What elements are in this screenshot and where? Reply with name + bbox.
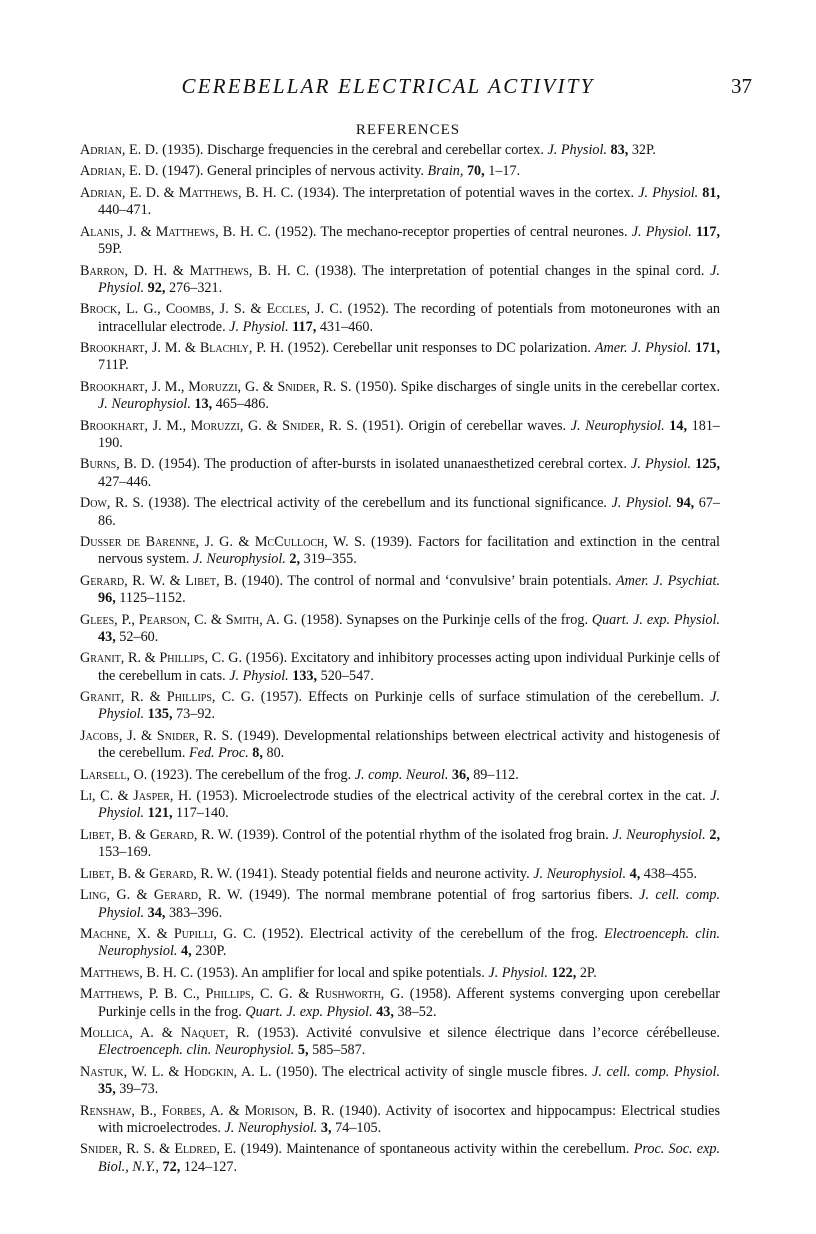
reference-year: (1957). [260,689,303,706]
reference-authors: Li, C. & Jasper, H. [80,788,192,805]
reference-pages: 59P. [98,241,123,258]
reference-entry [80,926,720,961]
reference-title: Discharge frequencies in the cerebral and cerebellar cortex. [207,142,544,158]
reference-year: (1954). [158,456,201,473]
reference-pages: 427–446. [98,473,152,490]
reference-journal: Quart. J. exp. Physiol. [591,611,720,628]
reference-pages: 32P. [631,142,656,158]
reference-title: An amplifier for local and spike potentials. [240,964,485,981]
reference-year: (1958). [409,986,452,1003]
reference-volume: 34, [147,904,166,921]
reference-authors: Machne, X. & Pupilli, G. C. [80,926,256,942]
reference-journal: J. Neurophysiol. [224,1119,318,1136]
reference-authors: Granit, R. & Phillips, C. G. [80,650,243,667]
reference-pages: 383–396. [168,904,223,921]
reference-journal: Electroenceph. clin. Neurophysiol. [98,1042,295,1059]
reference-year: (1939). [237,826,279,843]
reference-pages: 230P. [195,943,227,960]
reference-volume: 13, [194,396,213,413]
reference-pages: 431–460. [319,318,374,335]
reference-journal: J. Neurophysiol. [612,826,706,843]
reference-authors: Dow, R. S. [80,495,144,512]
reference-year: (1949). [237,727,280,744]
reference-year: (1956). [245,650,288,667]
reference-title: The interpretation of potential waves in the cortex. [342,184,635,201]
reference-authors: Brock, L. G., Coombs, J. S. & Eccles, J. C. [80,301,343,318]
reference-authors: Brookhart, J. M., Moruzzi, G. & Snider, R. S. [80,417,358,434]
reference-pages: 520–547. [320,667,374,684]
reference-title: Steady potential fields and neurone activity. [280,865,530,882]
reference-journal: J. Neurophysiol. [98,396,191,413]
reference-year: (1940). [241,572,284,589]
reference-year: (1940). [339,1102,381,1119]
reference-journal: Amer. J. Psychiat. [616,572,721,589]
reference-entry [80,1103,720,1138]
reference-title: The control of normal and ‘convulsive’ brain potentials. [287,572,612,589]
reference-year: (1923). [150,766,193,783]
reference-pages: 276–321. [168,279,223,296]
reference-authors: Libet, B. & Gerard, R. W. [80,865,233,882]
reference-year: (1951). [362,417,404,434]
reference-title: Developmental relationships between electrical activity and histogenesis of the cerebellum. [98,727,721,762]
reference-volume: 35, [98,1081,116,1098]
reference-journal: J. Physiol. [229,667,289,684]
reference-entry [80,142,720,159]
reference-volume: 83, [610,142,629,158]
reference-title: The mechano-receptor properties of central neurones. [320,223,628,240]
reference-title: The interpretation of potential changes in the spinal cord. [361,262,705,279]
reference-title: Synapses on the Purkinje cells of the frog. [346,611,588,628]
reference-volume: 2, [289,551,301,568]
reference-authors: Larsell, O. [80,766,148,783]
reference-pages: 711P. [98,357,129,374]
reference-journal: Amer. J. Physiol. [594,340,692,357]
reference-entry [80,340,720,375]
reference-journal: Fed. Proc. [189,745,249,762]
reference-entry [80,788,720,823]
reference-journal: J. Neurophysiol. [570,417,665,434]
reference-title: The normal membrane potential of frog sartorius fibers. [296,887,633,904]
reference-title: Activité convulsive et silence électrique dans l’ecorce cérébelleuse. [306,1025,720,1042]
reference-journal: J. Physiol. [98,689,720,723]
reference-title: Electrical activity of the cerebellum of the frog. [309,926,598,942]
reference-year: (1953). [257,1025,299,1042]
reference-entry [80,767,720,784]
reference-journal: Brain, [427,163,464,180]
reference-entry [80,612,720,647]
reference-volume: 135, [147,706,173,723]
reference-year: (1952). [347,301,389,318]
reference-pages: 1125–1152. [119,590,186,607]
reference-volume: 81, [702,184,721,201]
reference-entry [80,1064,720,1099]
reference-authors: Matthews, B. H. C. [80,964,194,981]
reference-year: (1953). [196,788,238,805]
reference-authors: Ling, G. & Gerard, R. W. [80,887,243,904]
reference-authors: Dusser de Barenne, J. G. & McCulloch, W. S. [80,534,366,550]
reference-title: The cerebellum of the frog. [195,766,352,783]
reference-volume: 4, [629,865,641,882]
reference-title: The recording of potentials from motoneurones with an intracellular electrode. [98,301,721,335]
reference-pages: 1–17. [488,163,521,180]
reference-list [80,142,720,1180]
reference-authors: Burns, B. D. [80,456,155,473]
reference-volume: 14, [669,417,687,434]
reference-volume: 8, [252,745,263,762]
reference-pages: 124–127. [183,1158,238,1175]
reference-journal: J. cell. comp. Physiol. [592,1063,721,1080]
reference-entry [80,965,720,982]
reference-pages: 74–105. [335,1119,382,1136]
reference-pages: 80. [266,745,285,762]
reference-volume: 121, [147,805,173,822]
reference-volume: 96, [98,590,116,607]
reference-journal: Electroenceph. clin. Neurophysiol. [98,926,721,960]
reference-volume: 5, [297,1042,309,1059]
reference-entry [80,534,720,569]
reference-year: (1938). [148,495,190,512]
reference-volume: 125, [695,456,721,473]
reference-pages: 440–471. [98,202,152,219]
reference-year: (1952). [262,926,304,942]
reference-year: (1952). [275,223,317,240]
reference-authors: Adrian, E. D. [80,163,159,180]
reference-entry [80,224,720,259]
reference-pages: 465–486. [215,396,269,413]
reference-title: Microelectrode studies of the electrical activity of the cerebral cortex in the cat. [242,788,706,805]
reference-volume: 70, [466,163,485,180]
reference-volume: 36, [451,766,470,783]
reference-year: (1953). [196,964,239,981]
reference-title: Origin of cerebellar waves. [408,417,567,434]
reference-entry [80,650,720,685]
reference-authors: Alanis, J. & Matthews, B. H. C. [80,223,271,240]
reference-volume: 92, [147,279,166,296]
reference-authors: Glees, P., Pearson, C. & Smith, A. G. [80,611,298,628]
reference-title: The production of after-bursts in isolated unanaesthetized cerebral cortex. [204,456,627,473]
reference-entry [80,689,720,724]
reference-title: Control of the potential rhythm of the isolated frog brain. [282,826,609,843]
reference-pages: 438–455. [643,865,697,882]
reference-title: Maintenance of spontaneous activity within the cerebellum. [286,1141,630,1158]
reference-entry [80,866,720,883]
reference-journal: J. comp. Neurol. [354,766,449,783]
reference-entry [80,163,720,180]
reference-authors: Adrian, E. D. & Matthews, B. H. C. [80,184,294,201]
reference-volume: 72, [162,1158,181,1175]
reference-journal: J. Physiol. [547,142,607,158]
reference-title: Factors for facilitation and extinction in the central nervous system. [98,534,721,568]
reference-entry [80,887,720,922]
reference-authors: Barron, D. H. & Matthews, B. H. C. [80,262,310,279]
reference-entry [80,185,720,220]
reference-authors: Adrian, E. D. [80,142,159,158]
reference-authors: Granit, R. & Phillips, C. G. [80,689,255,706]
reference-journal: J. Physiol. [638,184,699,201]
reference-authors: Mollica, A. & Naquet, R. [80,1025,250,1042]
running-title: CEREBELLAR ELECTRICAL ACTIVITY [181,74,595,98]
reference-pages: 52–60. [119,628,159,645]
reference-journal: J. Physiol. [229,318,289,335]
reference-journal: J. Neurophysiol. [192,551,286,568]
reference-journal: J. Physiol. [98,262,721,296]
reference-title: Activity of isocortex and hippocampus: Electrical studies with microelectrodes. [98,1102,720,1136]
reference-title: The electrical activity of the cerebellum and its functional significance. [194,495,607,512]
reference-authors: Renshaw, B., Forbes, A. & Morison, B. R. [80,1102,335,1119]
reference-volume: 117, [292,318,317,335]
reference-pages: 153–169. [98,844,152,861]
reference-entry [80,379,720,414]
reference-pages: 181–190. [98,417,720,451]
reference-title: The electrical activity of single muscle fibres. [321,1063,588,1080]
reference-volume: 43, [98,628,116,645]
reference-entry [80,456,720,491]
reference-title: Spike discharges of single units in the cerebellar cortex. [400,378,720,395]
reference-journal: Proc. Soc. exp. Biol., N.Y., [98,1141,721,1175]
reference-year: (1939). [370,534,413,550]
reference-title: Excitatory and inhibitory processes acting upon individual Purkinje cells of the cerebellum in cats. [98,650,721,684]
running-header [60,74,752,106]
reference-volume: 171, [695,340,721,357]
reference-volume: 4, [181,943,192,960]
reference-pages: 89–112. [473,766,519,783]
reference-authors: Jacobs, J. & Snider, R. S. [80,727,233,744]
reference-year: (1947). [162,163,204,180]
reference-volume: 94, [676,495,695,512]
reference-year: (1952). [287,340,330,357]
reference-authors: Snider, R. S. & Eldred, E. [80,1141,237,1158]
reference-volume: 43, [376,1003,394,1020]
reference-year: (1941). [235,865,278,882]
reference-authors: Nastuk, W. L. & Hodgkin, A. L. [80,1063,272,1080]
reference-pages: 38–52. [397,1003,437,1020]
reference-entry [80,986,720,1021]
reference-authors: Matthews, P. B. C., Phillips, C. G. & Rushworth, G. [80,986,404,1003]
reference-journal: J. Physiol. [611,495,672,512]
reference-year: (1950). [355,378,397,395]
reference-journal: Quart. J. exp. Physiol. [245,1003,373,1020]
reference-entry [80,495,720,530]
reference-journal: J. Physiol. [631,456,692,473]
reference-journal: J. Physiol. [98,788,721,822]
reference-year: (1949). [248,887,291,904]
reference-title: Cerebellar unit responses to DC polarization. [333,340,591,357]
reference-year: (1938). [315,262,357,279]
reference-journal: J. cell. comp. Physiol. [98,887,721,921]
reference-journal: J. Neurophysiol. [533,865,627,882]
reference-title: General principles of nervous activity. [207,163,424,180]
reference-entry [80,1141,720,1176]
reference-authors: Brookhart, J. M., Moruzzi, G. & Snider, R. S. [80,378,352,395]
reference-pages: 117–140. [176,805,229,822]
reference-volume: 133, [292,667,318,684]
reference-year: (1949). [240,1141,282,1158]
reference-pages: 67–86. [98,495,721,529]
reference-entry [80,827,720,862]
reference-year: (1958). [301,611,343,628]
reference-pages: 2P. [579,964,597,981]
reference-volume: 117, [695,223,721,240]
reference-pages: 39–73. [119,1081,159,1098]
reference-authors: Brookhart, J. M. & Blachly, P. H. [80,340,284,357]
reference-authors: Libet, B. & Gerard, R. W. [80,826,234,843]
reference-entry [80,418,720,453]
reference-pages: 73–92. [176,706,216,723]
reference-year: (1935). [162,142,204,158]
reference-journal: J. Physiol. [488,964,548,981]
reference-year: (1950). [276,1063,318,1080]
reference-entry [80,573,720,608]
reference-journal: J. Physiol. [631,223,692,240]
reference-entry [80,263,720,298]
reference-pages: 319–355. [303,551,357,568]
reference-title: Effects on Purkinje cells of surface stimulation of the cerebellum. [308,689,704,706]
reference-pages: 585–587. [312,1042,366,1059]
reference-year: (1934). [297,184,340,201]
reference-volume: 2, [709,826,721,843]
reference-authors: Gerard, R. W. & Libet, B. [80,572,238,589]
reference-entry [80,728,720,763]
references-heading: REFERENCES [355,122,461,138]
reference-entry [80,1025,720,1060]
reference-volume: 3, [320,1119,332,1136]
page-number: 37 [731,74,752,98]
reference-volume: 122, [551,964,577,981]
reference-title: Afferent systems converging upon cerebellar Purkinje cells in the frog. [98,986,721,1020]
reference-entry [80,301,720,336]
